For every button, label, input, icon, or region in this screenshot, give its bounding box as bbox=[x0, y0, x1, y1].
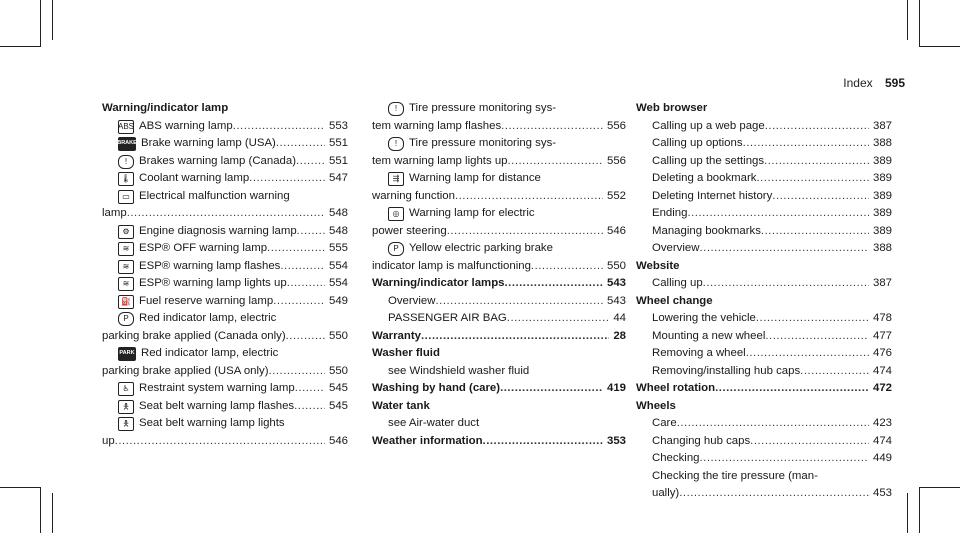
leader-dots bbox=[715, 380, 869, 398]
entry-label: warning function bbox=[372, 189, 455, 202]
index-entry[interactable] bbox=[636, 415, 892, 433]
index-heading[interactable] bbox=[636, 100, 892, 118]
index-heading[interactable] bbox=[636, 293, 892, 311]
leader-dots bbox=[455, 188, 603, 206]
seatbelt-icon: 🯅 bbox=[118, 417, 134, 431]
entry-label: Engine diagnosis warning lamp bbox=[139, 224, 297, 237]
index-entry-continuation[interactable] bbox=[102, 433, 348, 451]
entry-label: Tire pressure monitoring sys- bbox=[409, 137, 557, 149]
leader-dots bbox=[504, 275, 603, 293]
leader-dots bbox=[756, 170, 869, 188]
entry-label: Checking the tire pressure (man- bbox=[652, 469, 818, 482]
leader-dots bbox=[287, 275, 325, 293]
entry-page-number: 556 bbox=[606, 154, 626, 167]
leader-dots bbox=[500, 380, 603, 398]
index-entry[interactable] bbox=[102, 398, 348, 416]
entry-label: Deleting a bookmark bbox=[652, 172, 757, 184]
entry-page-number: 545 bbox=[328, 382, 348, 394]
entry-page-number: 546 bbox=[606, 224, 626, 237]
leader-dots bbox=[294, 398, 325, 416]
leader-dots bbox=[297, 223, 325, 241]
crop-mark bbox=[919, 0, 920, 46]
leader-dots bbox=[483, 433, 603, 451]
entry-label: Deleting Internet history bbox=[652, 189, 773, 202]
leader-dots bbox=[746, 345, 869, 363]
entry-page-number: 389 bbox=[872, 154, 892, 167]
leader-dots bbox=[772, 188, 869, 206]
index-entry-continuation[interactable] bbox=[372, 258, 626, 276]
index-heading[interactable] bbox=[372, 328, 626, 346]
entry-page-number: 387 bbox=[872, 277, 892, 289]
leader-dots bbox=[743, 135, 869, 153]
entry-page-number: 556 bbox=[606, 119, 626, 132]
tire-pressure-icon: ! bbox=[388, 102, 404, 116]
entry-label: Overview bbox=[652, 242, 700, 254]
entry-label: ESP® OFF warning lamp bbox=[139, 242, 268, 254]
crop-mark bbox=[40, 487, 41, 533]
entry-label: Care bbox=[652, 417, 677, 429]
index-entry[interactable] bbox=[102, 223, 348, 241]
entry-label: Brakes warning lamp (Canada) bbox=[139, 154, 297, 167]
entry-page-number: 28 bbox=[613, 329, 626, 342]
entry-page-number: 477 bbox=[872, 329, 892, 342]
index-entry[interactable] bbox=[636, 205, 892, 223]
entry-label: see Air-water duct bbox=[388, 417, 480, 429]
crop-mark bbox=[907, 493, 908, 533]
coolant-icon: 🌡 bbox=[118, 172, 134, 186]
index-heading[interactable] bbox=[636, 380, 892, 398]
index-entry-continuation[interactable] bbox=[372, 223, 626, 241]
entry-label: ually) bbox=[652, 487, 680, 499]
index-entry[interactable] bbox=[636, 188, 892, 206]
leader-dots bbox=[273, 293, 325, 311]
index-column-3 bbox=[636, 100, 892, 503]
leader-dots bbox=[249, 170, 325, 188]
index-heading[interactable] bbox=[372, 345, 626, 363]
entry-page-number: 389 bbox=[872, 224, 892, 237]
page-number: 595 bbox=[884, 76, 905, 90]
index-heading[interactable] bbox=[372, 275, 626, 293]
entry-page-number: 548 bbox=[328, 207, 348, 219]
entry-label: Warning lamp for distance bbox=[409, 172, 541, 184]
restraint-icon: ♿ bbox=[118, 382, 134, 396]
entry-page-number: 555 bbox=[328, 242, 348, 254]
entry-page-number: 387 bbox=[872, 119, 892, 132]
index-entry[interactable] bbox=[102, 345, 348, 363]
entry-label: Wheel change bbox=[636, 294, 713, 307]
index-entry[interactable] bbox=[636, 345, 892, 363]
entry-label: Weather information bbox=[372, 434, 483, 447]
entry-label: Red indicator lamp, electric bbox=[139, 312, 277, 324]
index-entry[interactable] bbox=[102, 310, 348, 328]
index-heading[interactable] bbox=[372, 380, 626, 398]
entry-page-number: 548 bbox=[328, 224, 348, 237]
crop-mark bbox=[919, 487, 960, 488]
entry-label: Web browser bbox=[636, 102, 708, 114]
entry-page-number: 554 bbox=[328, 259, 348, 272]
entry-page-number: 550 bbox=[328, 329, 348, 342]
page-header bbox=[843, 76, 905, 90]
entry-page-number: 44 bbox=[613, 312, 626, 324]
entry-page-number: 353 bbox=[606, 434, 626, 447]
crop-mark bbox=[0, 46, 41, 47]
index-label: Index bbox=[843, 76, 873, 90]
entry-label: Ending bbox=[652, 207, 688, 219]
index-entry[interactable] bbox=[102, 380, 348, 398]
entry-page-number: 550 bbox=[328, 364, 348, 377]
index-entry[interactable] bbox=[636, 153, 892, 171]
index-entry[interactable] bbox=[372, 310, 626, 328]
entry-label: Lowering the vehicle bbox=[652, 312, 756, 324]
leader-dots bbox=[800, 363, 869, 381]
brake-circle-icon: ! bbox=[118, 155, 134, 169]
esp-off-icon: ≋ bbox=[118, 242, 134, 256]
leader-dots bbox=[286, 328, 325, 346]
leader-dots bbox=[700, 450, 869, 468]
index-entry[interactable] bbox=[636, 275, 892, 293]
entry-label: Calling up options bbox=[652, 137, 743, 149]
index-entry-continuation[interactable] bbox=[372, 153, 626, 171]
index-heading[interactable] bbox=[636, 398, 892, 416]
entry-label: Fuel reserve warning lamp bbox=[139, 294, 274, 307]
index-entry[interactable] bbox=[636, 223, 892, 241]
abs-icon: ABS bbox=[118, 120, 134, 134]
entry-label: tem warning lamp flashes bbox=[372, 119, 502, 132]
entry-label: Website bbox=[636, 259, 680, 272]
index-column-1 bbox=[102, 100, 348, 450]
entry-page-number: 545 bbox=[328, 399, 348, 412]
index-entry[interactable] bbox=[102, 258, 348, 276]
entry-label: PASSENGER AIR BAG bbox=[388, 312, 507, 324]
entry-label: lamp bbox=[102, 207, 127, 219]
entry-label: Electrical malfunction warning bbox=[139, 189, 290, 202]
engine-icon: ⚙ bbox=[118, 225, 134, 239]
index-entry[interactable] bbox=[636, 240, 892, 258]
parking-brake-icon: P bbox=[118, 312, 134, 326]
index-entry-continuation[interactable] bbox=[372, 118, 626, 136]
esp-icon: ≋ bbox=[118, 277, 134, 291]
entry-label: Yellow electric parking brake bbox=[409, 242, 553, 254]
leader-dots bbox=[703, 275, 869, 293]
leader-dots bbox=[280, 258, 325, 276]
index-entry[interactable] bbox=[636, 450, 892, 468]
entry-page-number: 476 bbox=[872, 347, 892, 359]
entry-label: indicator lamp is malfunctioning bbox=[372, 259, 531, 272]
entry-label: ESP® warning lamp flashes bbox=[139, 259, 281, 272]
entry-label: Red indicator lamp, electric bbox=[141, 347, 279, 359]
entry-page-number: 474 bbox=[872, 434, 892, 447]
index-heading[interactable] bbox=[102, 100, 348, 118]
leader-dots bbox=[687, 205, 869, 223]
entry-page-number: 478 bbox=[872, 312, 892, 324]
index-note bbox=[372, 415, 626, 433]
leader-dots bbox=[296, 153, 325, 171]
entry-page-number: 549 bbox=[328, 294, 348, 307]
entry-label: Water tank bbox=[372, 399, 430, 412]
leader-dots bbox=[507, 310, 610, 328]
crop-mark bbox=[52, 0, 53, 40]
index-column-2 bbox=[372, 100, 626, 450]
entry-page-number: 551 bbox=[328, 137, 348, 149]
index-entry-continuation[interactable] bbox=[102, 205, 348, 223]
power-steering-icon: ◎ bbox=[388, 207, 404, 221]
index-entry[interactable] bbox=[636, 328, 892, 346]
entry-label: Washing by hand (care) bbox=[372, 382, 501, 394]
entry-page-number: 472 bbox=[872, 382, 892, 394]
leader-dots bbox=[421, 328, 609, 346]
entry-page-number: 543 bbox=[606, 277, 626, 289]
index-entry-continuation[interactable] bbox=[102, 328, 348, 346]
entry-label: Warning/indicator lamp bbox=[102, 102, 229, 114]
entry-label: up bbox=[102, 434, 115, 447]
leader-dots bbox=[276, 135, 325, 153]
entry-page-number: 449 bbox=[872, 452, 892, 464]
index-entry[interactable] bbox=[102, 170, 348, 188]
leader-dots bbox=[267, 240, 325, 258]
entry-page-number: 423 bbox=[872, 417, 892, 429]
leader-dots bbox=[127, 205, 325, 223]
leader-dots bbox=[699, 240, 869, 258]
battery-icon: ▭ bbox=[118, 190, 134, 204]
brake-icon: BRAKE bbox=[118, 137, 136, 151]
entry-page-number: 389 bbox=[872, 207, 892, 219]
entry-page-number: 553 bbox=[328, 119, 348, 132]
crop-mark bbox=[919, 46, 960, 47]
entry-label: Calling up a web page bbox=[652, 119, 765, 132]
leader-dots bbox=[750, 433, 869, 451]
leader-dots bbox=[531, 258, 603, 276]
parking-brake-icon: P bbox=[388, 242, 404, 256]
entry-label: Seat belt warning lamp lights bbox=[139, 417, 285, 429]
entry-label: Brake warning lamp (USA) bbox=[141, 137, 276, 149]
entry-label: Wheel rotation bbox=[636, 382, 716, 394]
index-entry[interactable] bbox=[372, 100, 626, 118]
entry-label: Washer fluid bbox=[372, 347, 440, 359]
index-entry[interactable] bbox=[102, 415, 348, 433]
entry-label: Mounting a new wheel bbox=[652, 329, 766, 342]
leader-dots bbox=[756, 310, 869, 328]
leader-dots bbox=[295, 380, 325, 398]
index-entry[interactable] bbox=[372, 205, 626, 223]
entry-label: Calling up bbox=[652, 277, 703, 289]
entry-label: Calling up the settings bbox=[652, 154, 765, 167]
index-entry[interactable] bbox=[636, 363, 892, 381]
crop-mark bbox=[907, 0, 908, 40]
park-icon: PARK bbox=[118, 347, 136, 361]
index-entry[interactable] bbox=[636, 310, 892, 328]
entry-label: ESP® warning lamp lights up bbox=[139, 277, 287, 289]
entry-label: Tire pressure monitoring sys- bbox=[409, 102, 557, 114]
index-entry[interactable] bbox=[636, 135, 892, 153]
entry-page-number: 554 bbox=[328, 277, 348, 289]
index-entry-continuation[interactable] bbox=[372, 188, 626, 206]
index-heading[interactable] bbox=[636, 258, 892, 276]
index-heading[interactable] bbox=[372, 433, 626, 451]
index-entry[interactable] bbox=[102, 188, 348, 206]
index-entry[interactable] bbox=[372, 135, 626, 153]
entry-page-number: 388 bbox=[872, 137, 892, 149]
index-entry[interactable] bbox=[372, 170, 626, 188]
entry-label: Warning lamp for electric bbox=[409, 207, 535, 219]
index-entry[interactable] bbox=[102, 135, 348, 153]
leader-dots bbox=[508, 153, 603, 171]
index-note bbox=[372, 363, 626, 381]
crop-mark bbox=[52, 493, 53, 533]
index-entry[interactable] bbox=[636, 433, 892, 451]
entry-label: see Windshield washer fluid bbox=[388, 364, 530, 377]
index-entry[interactable] bbox=[102, 153, 348, 171]
entry-label: Restraint system warning lamp bbox=[139, 382, 295, 394]
entry-label: Managing bookmarks bbox=[652, 224, 761, 237]
entry-page-number: 388 bbox=[872, 242, 892, 254]
leader-dots bbox=[447, 223, 603, 241]
entry-page-number: 419 bbox=[606, 382, 626, 394]
entry-label: Warning/indicator lamps bbox=[372, 277, 505, 289]
leader-dots bbox=[501, 118, 603, 136]
entry-page-number: 389 bbox=[872, 189, 892, 202]
entry-label: Overview bbox=[388, 294, 436, 307]
tire-pressure-icon: ! bbox=[388, 137, 404, 151]
leader-dots bbox=[761, 223, 869, 241]
entry-label: Changing hub caps bbox=[652, 434, 751, 447]
entry-page-number: 389 bbox=[872, 172, 892, 184]
index-entry[interactable] bbox=[102, 240, 348, 258]
entry-page-number: 552 bbox=[606, 189, 626, 202]
fuel-icon: ⛽ bbox=[118, 295, 134, 309]
leader-dots bbox=[269, 363, 325, 381]
crop-mark bbox=[0, 487, 41, 488]
entry-label: Removing a wheel bbox=[652, 347, 746, 359]
index-entry[interactable] bbox=[102, 275, 348, 293]
entry-page-number: 453 bbox=[872, 487, 892, 499]
entry-label: parking brake applied (Canada only) bbox=[102, 329, 286, 342]
entry-page-number: 474 bbox=[872, 364, 892, 377]
index-entry[interactable] bbox=[102, 293, 348, 311]
entry-label: Checking bbox=[652, 452, 700, 464]
entry-label: Warranty bbox=[372, 329, 421, 342]
leader-dots bbox=[115, 433, 325, 451]
entry-label: Coolant warning lamp bbox=[139, 172, 250, 184]
entry-page-number: 547 bbox=[328, 172, 348, 184]
entry-page-number: 543 bbox=[606, 294, 626, 307]
leader-dots bbox=[764, 153, 869, 171]
index-entry[interactable] bbox=[102, 118, 348, 136]
entry-label: tem warning lamp lights up bbox=[372, 154, 508, 167]
leader-dots bbox=[233, 118, 325, 136]
esp-icon: ≋ bbox=[118, 260, 134, 274]
entry-page-number: 546 bbox=[328, 434, 348, 447]
seatbelt-icon: 🯅 bbox=[118, 400, 134, 414]
index-entry[interactable] bbox=[636, 485, 892, 503]
entry-label: Seat belt warning lamp flashes bbox=[139, 399, 295, 412]
distance-icon: ⇶ bbox=[388, 172, 404, 186]
entry-label: power steering bbox=[372, 224, 447, 237]
leader-dots bbox=[679, 485, 869, 503]
entry-label: parking brake applied (USA only) bbox=[102, 364, 269, 377]
entry-label: Removing/installing hub caps bbox=[652, 364, 801, 377]
leader-dots bbox=[435, 293, 603, 311]
index-entry[interactable] bbox=[372, 293, 626, 311]
entry-page-number: 551 bbox=[328, 154, 348, 167]
index-note bbox=[636, 468, 892, 486]
index-entry[interactable] bbox=[372, 240, 626, 258]
leader-dots bbox=[677, 415, 869, 433]
index-heading[interactable] bbox=[372, 398, 626, 416]
crop-mark bbox=[919, 487, 920, 533]
index-entry[interactable] bbox=[636, 118, 892, 136]
entry-label: Wheels bbox=[636, 399, 676, 412]
entry-label: ABS warning lamp bbox=[139, 119, 233, 132]
index-entry[interactable] bbox=[636, 170, 892, 188]
crop-mark bbox=[40, 0, 41, 46]
index-entry-continuation[interactable] bbox=[102, 363, 348, 381]
entry-page-number: 550 bbox=[606, 259, 626, 272]
leader-dots bbox=[765, 118, 869, 136]
leader-dots bbox=[765, 328, 869, 346]
